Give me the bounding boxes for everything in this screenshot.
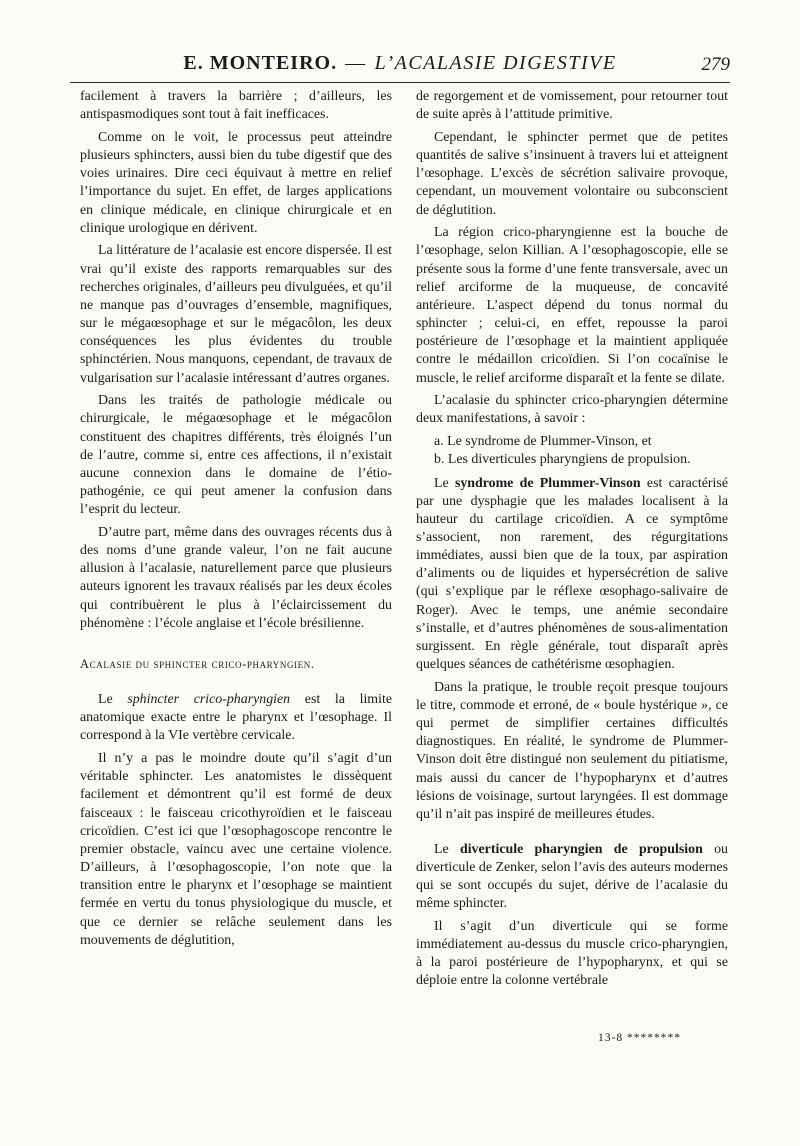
paragraph: Dans la pratique, le trouble reçoit presque toujours le titre, commode et erroné, de « boule hystérique », ce qui permet de simplifier certaines difficultés diagnostiques. En réalité, le syndrome de Plummer-Vinson doit être distingué non seulement du pitiatisme, mais aussi du cancer de l’hypopharynx et d’autres lésions de voisinage, surtout laryngées. Il est dommage qu’il n’ait pas inspiré de meilleures études. <box>416 679 728 822</box>
page-number: 279 <box>701 54 730 75</box>
printer-signature: 13-8 ******** <box>598 1032 681 1044</box>
paragraph: Cependant, le sphincter permet que de petites quantités de salive s’insinuent à travers lui et atteignent l’œsophage. L’excès de sécrétion salivaire provoque, cependant, un mouvement volontaire ou subconscient de déglutition. <box>416 129 728 218</box>
title-separator: — <box>345 52 367 74</box>
paragraph <box>416 841 728 914</box>
list-item: b. Les diverticules pharyngiens de propulsion. <box>434 452 691 468</box>
paragraph-lead: Le <box>434 475 449 491</box>
section-heading: Acalasie du sphincter crico-pharyngien. <box>80 656 315 671</box>
paragraph-lead: Le <box>434 841 449 857</box>
paragraph <box>80 691 392 745</box>
paragraph: Il n’y a pas le moindre doute qu’il s’agit d’un véritable sphincter. Les anatomistes le dissèquent facilement et démontrent qu’il est formé de deux faisceaux : le faisceau cricothyroïdien et le faisceau cricoïdien. C’est ici que l’œsophagoscope rencontre le premier obstacle, vaincu avec une certaine violence. D’ailleurs, à l’œsophagoscopie, l’on note que la transition entre le pharynx et l’œsophage se maintient fermée en vertu du tonus physiologique du muscle, et que ce dernier se relâche seulement dans les mouvements de déglutition, <box>80 751 392 948</box>
paragraph: facilement à travers la barrière ; d’ailleurs, les antispasmodiques sont tout à fait inefficaces. <box>80 89 392 123</box>
right-column <box>416 88 728 995</box>
paragraph-lead: Le <box>98 692 113 708</box>
left-column <box>80 88 392 954</box>
bold-term: syndrome de Plummer-Vinson <box>454 475 641 491</box>
running-header <box>70 52 730 83</box>
paragraph-text: est caractérisé par une dysphagie que les malades localisent à la hauteur du cartilage cricoïdien. A ce symptôme s’associent, non rarement, des régurgitations immédiates, aussi bien que de la toux, par aspiration d’aliments ou de liquides et hypersécrétion de salive (qui s’explique par le réflexe œsophago-salivaire de Roger). Avec le temps, une anémie secondaire s’installe, et d’autres phénomènes de sous-alimentation surgissent. En règle générale, tout disparaît après quelques séances de cathétérisme œsophagien. <box>416 475 728 673</box>
list-item: a. Le syndrome de Plummer-Vinson, et <box>434 434 652 450</box>
paragraph: La littérature de l’acalasie est encore dispersée. Il est vrai qu’il existe des rapports remarquables sur des recherches originales, d’ailleurs peu divulguées, et qu’il ne manque pas d’ouvrages d’ensemble, magnifiques, sur le mégaœsophage et sur le mégacôlon, les deux conséquences les plus évidentes du trouble sphinctérien. Nous manquons, cependant, de travaux de vulgarisation sur l’acalasie intéressant d’autres organes. <box>80 243 392 386</box>
spacer <box>416 829 728 841</box>
paragraph: La région crico-pharyngienne est la bouche de l’œsophage, selon Killian. A l’œsophagoscopie, elle se présente sous la forme d’une fente transversale, avec un relief arciforme de la muqueuse, de concavité antérieure. L’aspect dépend du tonus normal du sphincter ; celui-ci, en effet, repousse la paroi postérieure de l’œsophage et la maintient appliquée contre le médaillon cricoïdien. Si l’on cocaïnise le muscle, le relief arciforme disparaît et la fente se dilate. <box>416 225 728 386</box>
article-subject: L’ACALASIE DIGESTIVE <box>374 52 617 74</box>
paragraph: D’autre part, même dans des ouvrages récents dus à des noms d’une grande valeur, l’on ne fait aucune allusion à l’acalasie, naturellement parce que plusieurs auteurs ignorent les travaux réalisés par les deux écoles qui contribuèrent le plus à l’éclaircissement du phénomène : l’école anglaise et l’école brésilienne. <box>80 524 392 631</box>
paragraph: Comme on le voit, le processus peut atteindre plusieurs sphincters, aussi bien du tube digestif que des voies urinaires. Dire ceci équivaut à mettre en relief l’importance du sujet. En effet, de larges applications en clinique médicale, en clinique chirurgicale et en clinique urologique en dérivent. <box>80 129 392 236</box>
running-title <box>70 52 730 75</box>
paragraph: L’acalasie du sphincter crico-pharyngien détermine deux manifestations, à savoir : <box>416 393 728 427</box>
paragraph: de regorgement et de vomissement, pour retourner tout de suite après à l’attitude primitive. <box>416 89 728 123</box>
paragraph-text: est la limite anatomique exacte entre le pharynx et l’œsophage. Il correspond à la VIe vertèbre cervicale. <box>80 692 392 744</box>
author-name: E. MONTEIRO. <box>183 52 338 74</box>
paragraph-text: ou diverticule de Zenker, selon l’avis des auteurs modernes qui se sont occupés du sujet, dérive de l’acalasie du même sphincter. <box>416 841 728 912</box>
bold-term: diverticule pharyngien de propulsion <box>459 841 703 857</box>
paragraph: Il s’agit d’un diverticule qui se forme immédiatement au-dessus du muscle crico-pharyngien, à la paroi postérieure de l’hypopharynx, et qui se déploie entre la colonne vertébrale <box>416 918 728 989</box>
paragraph: Dans les traités de pathologie médicale ou chirurgicale, le mégaœsophage et le mégacôlon constituent des chapitres différents, très éloignés l’un de l’autre, comme si, entre ces affections, il n’existait aucune connexion dans le domaine de l’étio-pathogénie, ce qui peut amener la confusion dans l’esprit du lecteur. <box>80 393 392 518</box>
paragraph <box>416 475 728 675</box>
italic-term: sphincter crico-pharyngien <box>127 692 291 708</box>
